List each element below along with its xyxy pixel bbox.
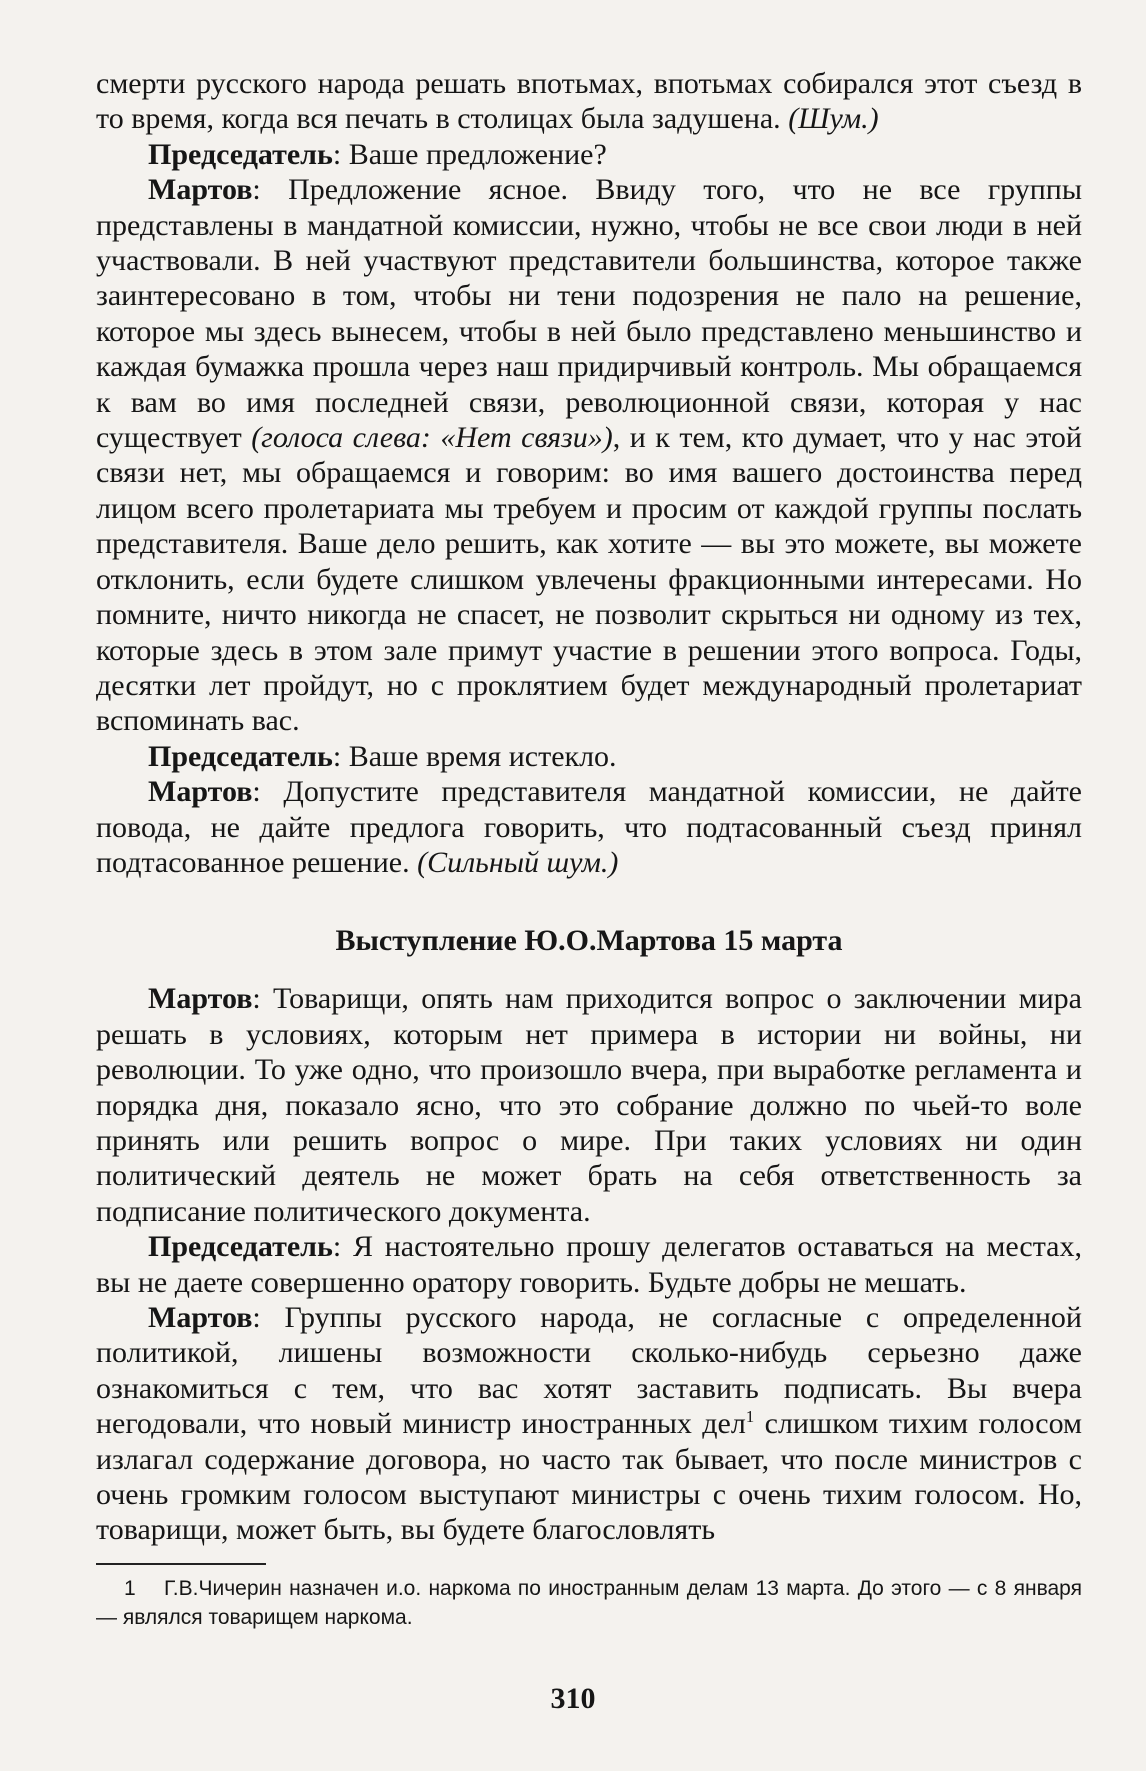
paragraph-2: Председатель: Ваше предложение?: [148, 137, 607, 171]
speaker-name: Председатель: [148, 1230, 333, 1264]
speaker-name: Председатель: [148, 739, 333, 773]
paragraph-3: Мартов: Предложение ясное. Ввиду того, что не все группы представлены в мандатной комиссии, нужно, чтобы не все свои люди в ней участвовали. В ней участвуют представители большинства, которое также заинтересовано в том, чтобы ни тени подозрения не пало на решение, которое мы здесь вынесем, чтобы в ней было представлено меньшинство и каждая бумажка прошла через наш придирчивый контроль. Мы обращаемся к вам во имя последней связи, революционной связи, которая у нас существует (голоса слева: «Нет связи»), и к тем, кто думает, что у нас этой связи нет, мы обращаемся и говорим: во имя вашего достоинства перед лицом всего пролетариата мы требуем и просим от каждой группы послать представителя. Ваше дело решить, как хотите — вы это можете, вы можете отклонить, если будете слишком увлечены фракционными интересами. Но помните, ничто никогда не спасет, не позволит скрыться ни одному из тех, которые здесь в этом зале примут участие в решении этого вопроса. Годы, десятки лет пройдут, но с проклятием будет международный пролетариат вспоминать вас.: [96, 173, 1082, 738]
footnote: [96, 1574, 1082, 1632]
stage-note: (голоса слева: «Нет связи»): [251, 421, 613, 455]
section-heading: Выступление Ю.О.Мартова 15 марта: [335, 924, 843, 958]
footnote-text: Г.В.Чичерин назначен и.о. наркома по иностранным делам 13 марта. До этого — с 8 января — являлся товарищем наркома.: [96, 1577, 1082, 1629]
speaker-name: Мартов: [148, 173, 253, 207]
footnote-divider: [96, 1563, 266, 1565]
page-body: [96, 66, 1082, 1548]
footnote-marker: 1: [745, 1407, 755, 1427]
stage-note: (Сильный шум.): [417, 845, 619, 879]
speaker-name: Мартов: [148, 775, 253, 809]
page-number: 310: [550, 1682, 596, 1715]
paragraph-4: Председатель: Ваше время истекло.: [148, 739, 617, 773]
speaker-name: Председатель: [148, 137, 333, 171]
paragraph-8: Мартов: Группы русского народа, не согласные с определенной политикой, лишены возможности сколько-нибудь серьезно даже ознакомиться с тем, что вас хотят заставить подписать. Вы вчера негодовали, что новый министр иностранных дел$^1$ слишком тихим голосом излагал содержание договора, но часто так бывает, что после министров с очень громким голосом выступают министры с очень тихим голосом. Но, товарищи, может быть, вы будете благословлять: [96, 1301, 1082, 1547]
paragraph-7: Председатель: Я настоятельно прошу делегатов оставаться на местах, вы не даете совершенно оратору говорить. Будьте добры не мешать.: [96, 1230, 1082, 1299]
paragraph-5: Мартов: Допустите представителя мандатной комиссии, не дайте повода, не дайте предлога говорить, что подтасованный съезд принял подтасованное решение. (Сильный шум.): [96, 775, 1082, 879]
speaker-name: Мартов: [148, 982, 253, 1016]
speaker-name: Мартов: [148, 1301, 253, 1334]
paragraph-6: Мартов: Товарищи, опять нам приходится вопрос о заключении мира решать в условиях, которым нет примера в истории ни войны, ни революции. То уже одно, что произошло вчера, при выработке регламента и порядка дня, показало ясно, что это собрание должно по чьей-то воле принять или решить вопрос о мире. При таких условиях ни один политический деятель не может брать на себя ответственность за подписание политического документа.: [96, 982, 1082, 1228]
paragraph-1: смерти русского народа решать впотьмах, впотьмах собирался этот съезд в то время, когда вся печать в столицах была задушена. (Шум.): [96, 67, 1082, 136]
stage-note: (Шум.): [788, 102, 879, 136]
footnote-number: 1: [124, 1577, 136, 1600]
